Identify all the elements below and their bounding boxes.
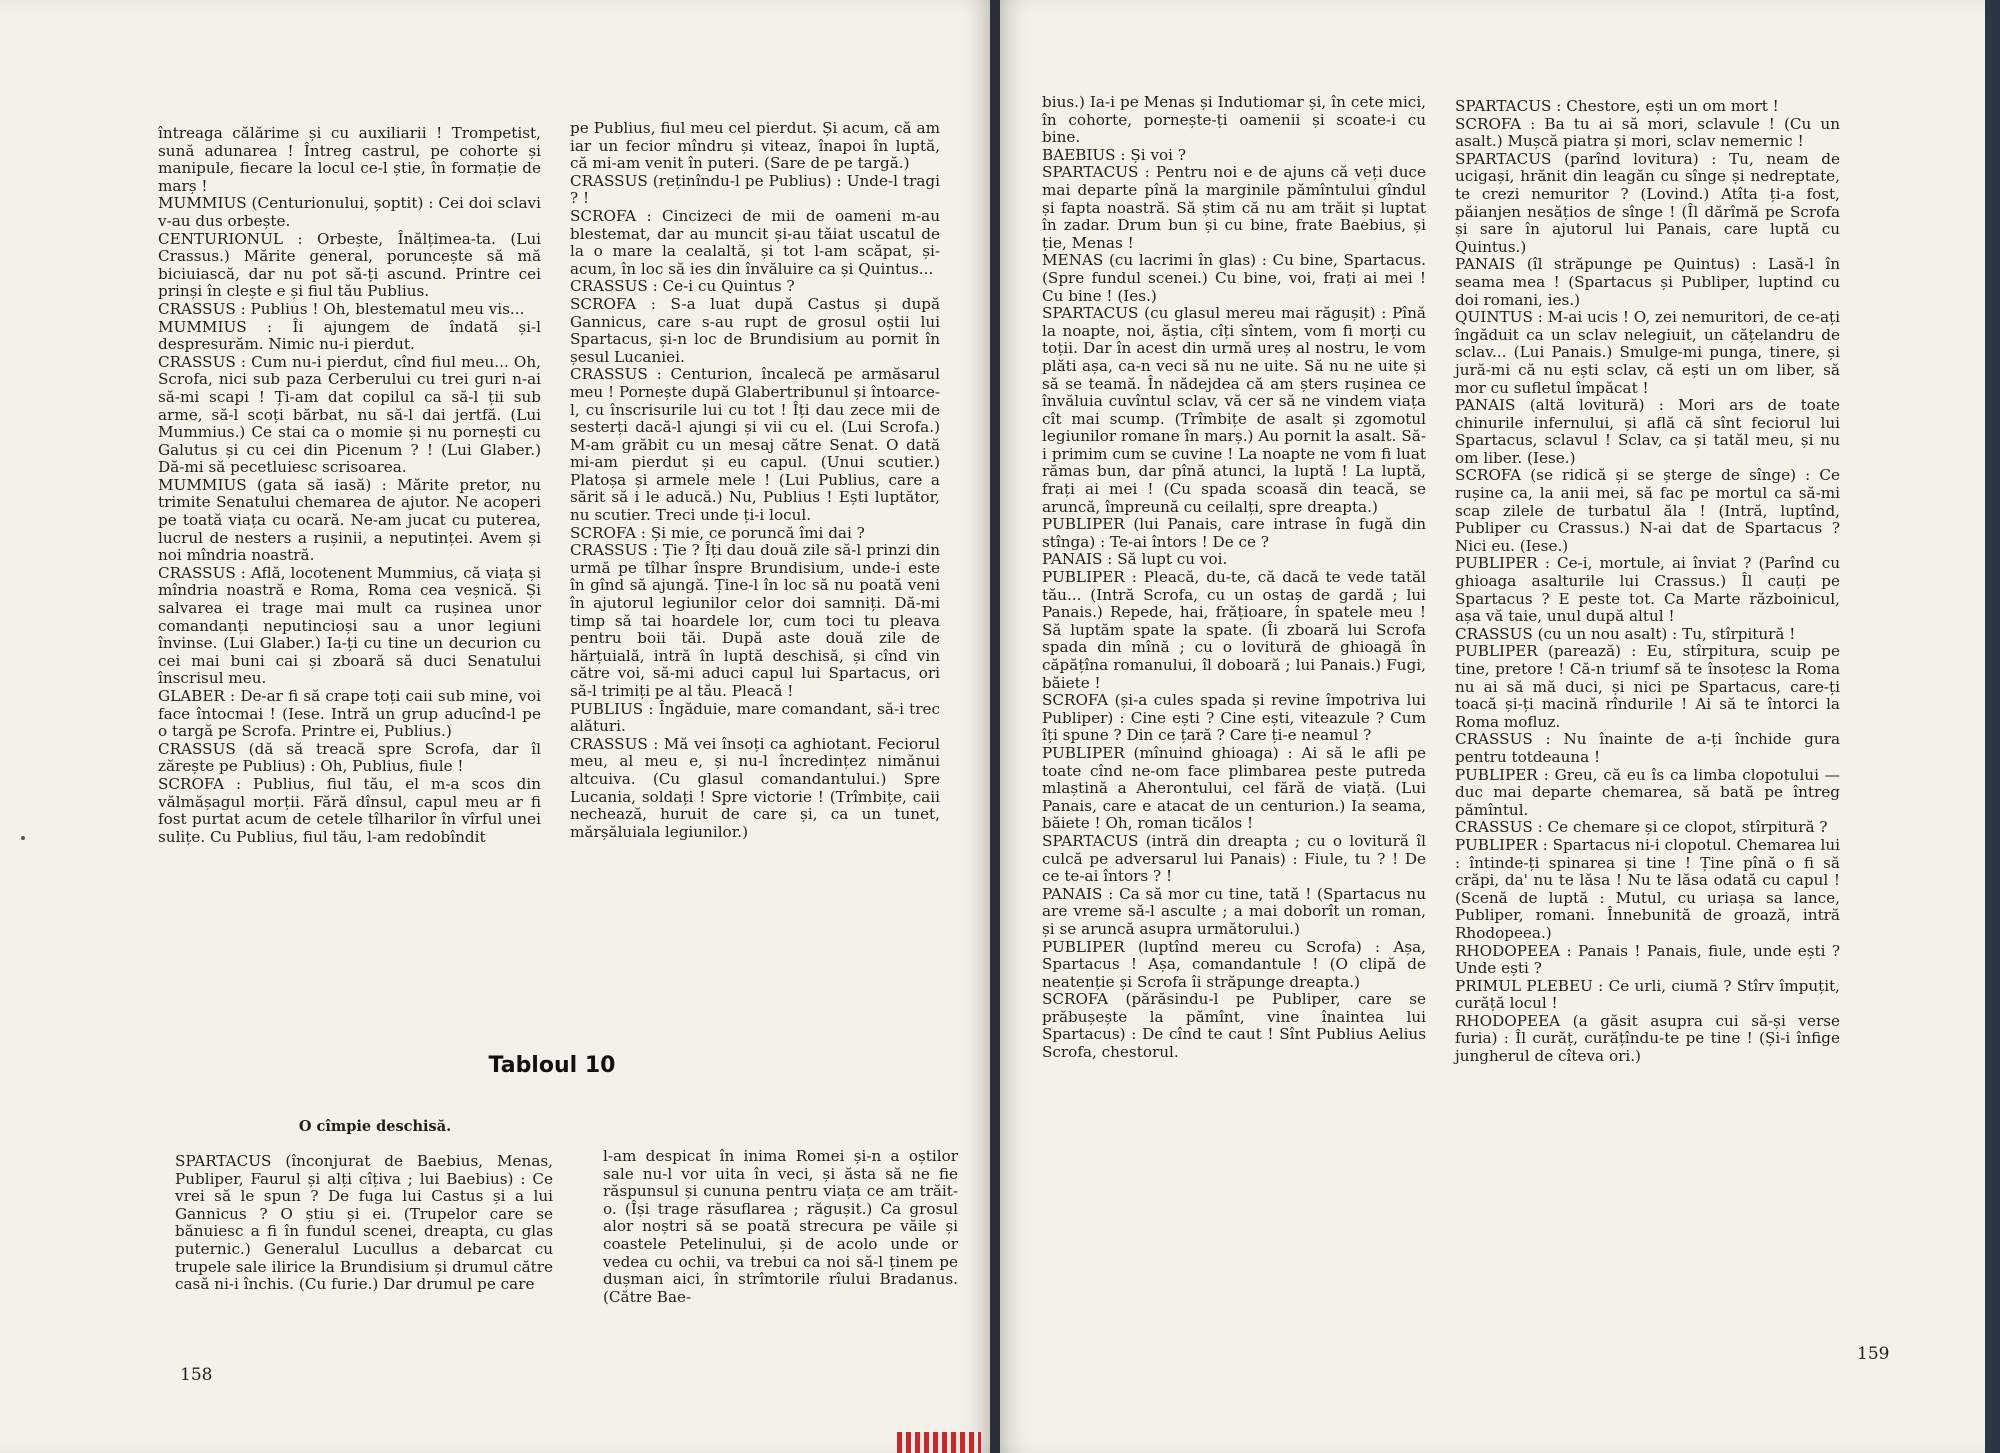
speech-paragraph: CENTURIONUL : Orbește, Înălțimea-ta. (Lui Crassus.) Mărite general, poruncește să mă biciuiască, dar nu pot să-ți ascund. Printre cei prinși în clește e și fiul tău Publius.: [158, 229, 541, 301]
book-cover-edge: [1985, 0, 2000, 1453]
page-spot: [21, 836, 25, 840]
right-page: [997, 0, 1985, 1453]
speech-paragraph: PUBLIPER (mînuind ghioaga) : Ai să le afli pe toate cînd ne-om face plimbarea peste putreda mlaștină a Aherontului, cel fără de viață. (Lui Panais, care e atacat de un centurion.) Ia seama, băiete ! Oh, roman ticălos !: [1042, 743, 1426, 833]
speech-paragraph: CRASSUS : Cum nu-i pierdut, cînd fiul meu... Oh, Scrofa, nici sub paza Cerberului cu trei guri n-ai să-mi scapi ! Ți-am dat copilul ca să-l ții sub arme, să-l scoți bărbat, nu să-l dai jertfă. (Lui Mummius.) Ce stai ca o momie și nu pornești cu Galutus și cu cei din Picenum ? ! (Lui Glaber.) Dă-mi să pecetluiesc scrisoarea.: [158, 352, 541, 477]
speech-paragraph: MUMMIUS (gata să iasă) : Mărite pretor, nu trimite Senatului chemarea de ajutor. Ne acoperi pe toată viața cu ocară. Ne-am jucat cu puterea, lucrul de nesters a rușinii, a neputinței. Avem și noi mîndria noastră.: [158, 475, 541, 565]
tableau-heading: Tabloul 10: [488, 1053, 616, 1078]
speech-paragraph: CRASSUS (reținîndu-l pe Publius) : Unde-l tragi ? !: [570, 171, 940, 208]
speech-paragraph: PUBLIPER : Greu, că eu îs ca limba clopotului — duc mai departe chemarea, să bată pe întreg pămîntul.: [1455, 765, 1840, 819]
speech-paragraph: CRASSUS : Află, locotenent Mummius, că viața și mîndria noastră e Roma, Roma cea veșnică. Și salvarea ei trage mai mult ca rușinea unor comandanți neputincioși sau a unor legiuni învinse. (Lui Glaber.) Ia-ți cu tine un decurion cu cei mai buni cai și zboară să duci Senatului înscrisul meu.: [158, 563, 541, 688]
book-gutter: [990, 0, 1000, 1453]
right-col2: [1455, 98, 1840, 1066]
speech-paragraph: QUINTUS : M-ai ucis ! O, zei nemuritori, de ce-ați îngăduit ca un sclav nelegiuit, un cățelandru de sclav... (Lui Panais.) Smulge-mi punga, tinere, și jură-mi că nu ești sclav, că ești un om liber, să mor cu sufletul împăcat !: [1455, 308, 1840, 397]
left-col2-bottom: [603, 1148, 958, 1306]
speech-paragraph: SCROFA : Publius, fiul tău, el m-a scos din vălmășagul morții. Fără dînsul, capul meu ar fi fost purtat acum de cetele tîlharilor în vîrful unei sulițe. Cu Publius, fiul tău, l-am redobîndit: [158, 774, 541, 846]
speech-paragraph: SCROFA (se ridică și se șterge de sînge) : Ce rușine ca, la anii mei, să fac pe mortul ca să-mi scap zilele de turbatul ăla ! (Intră, luptînd, Publiper cu Crassus.) N-ai dat de Spartacus ? Nici eu. (Iese.): [1455, 466, 1840, 555]
left-col1-bottom: [175, 1153, 553, 1294]
speech-paragraph: pe Publius, fiul meu cel pierdut. Și acum, că am iar un fecior mîndru și viteaz, înapoi în luptă, că mi-am venit în puteri. (Sare de pe targă.): [570, 119, 940, 173]
speech-paragraph: SPARTACUS (parînd lovitura) : Tu, neam de ucigași, hrănit din leagăn cu sînge și nedreptate, te crezi nemuritor ? (Lovind.) Atîta ți-a fost, păianjen nesățios de sînge ! (Îl dărîmă pe Scrofa și sare în ajutorul lui Panais, care luptă cu Quintus.): [1455, 149, 1840, 256]
speech-paragraph: PUBLIPER : Spartacus ni-i clopotul. Chemarea lui : întinde-ți spinarea și tine ! Ține pînă o fi să crăpi, da' nu te lăsa ! Nu te lăsa odată cu capul ! (Scenă de luptă : Mutul, cu uriașa sa lance, Publiper, romani. Înnebunită de groază, intră Rhodopeea.): [1455, 835, 1840, 942]
speech-paragraph: SCROFA : S-a luat după Castus și după Gannicus, care s-au rupt de grosul oștii lui Spartacus, și-n loc de Brundisium au pornit în șesul Lucaniei.: [570, 294, 940, 366]
speech-paragraph: PUBLIPER (luptînd mereu cu Scrofa) : Așa, Spartacus ! Așa, comandantule ! (O clipă de neatenție și Scrofa îi străpunge dreapta.): [1042, 937, 1426, 991]
right-col1: [1042, 94, 1426, 1062]
speech-paragraph: PUBLIPER (parează) : Eu, stîrpitura, scuip pe tine, pretore ! Că-n triumf să te însoțesc la Roma nu ai să mă duci, și nici pe Spartacus, care-ți toacă și-ți macină rîndurile ! Ai să te întorci la Roma mofluz.: [1455, 642, 1840, 731]
speech-paragraph: PUBLIPER : Pleacă, du-te, că dacă te vede tatăl tău... (Intră Scrofa, cu un ostaș de gardă ; lui Panais.) Repede, hai, frățioare, în spatele meu ! Să luptăm spate la spate. (Îi zboară lui Scrofa spada din mînă ; cu o lovitură de ghioagă în căpățîna romanului, îl doboară ; lui Panais.) Fugi, băiete !: [1042, 568, 1426, 692]
speech-paragraph: PRIMUL PLEBEU : Ce urli, ciumă ? Stîrv împuțit, curăță locul !: [1455, 976, 1840, 1013]
speech-paragraph: GLABER : De-ar fi să crape toți caii sub mine, voi face întocmai ! (Iese. Intră un grup aducînd-l pe o targă pe Scrofa. Printre ei, Publius.): [158, 687, 541, 741]
speech-paragraph: CRASSUS : Nu înainte de a-ți închide gura pentru totdeauna !: [1455, 730, 1840, 766]
speech-paragraph: PUBLIPER : Ce-i, mortule, ai înviat ? (Parînd cu ghioaga asalturile lui Crassus.) Îl cauți pe Spartacus ? E peste tot. Ca Marte războinicul, așa vă taie, unul după altul !: [1455, 554, 1840, 626]
scene-heading: O cîmpie deschisă.: [298, 1118, 452, 1135]
left-col1-top: [158, 125, 541, 846]
speech-paragraph: BAEBIUS : Și voi ?: [1042, 145, 1186, 164]
speech-paragraph: RHODOPEEA (a găsit asupra cui să-și verse furia) : Îl curăț, curățîndu-te pe tine ! (Și-i înfige jungherul de cîteva ori.): [1455, 1011, 1840, 1066]
speech-paragraph: MENAS (cu lacrimi în glas) : Cu bine, Spartacus. (Spre fundul scenei.) Cu bine, voi, frați ai mei ! Cu bine ! (Ies.): [1042, 251, 1426, 305]
speech-paragraph: SPARTACUS (intră din dreapta ; cu o lovitură îl culcă pe adversarul lui Panais) : Fiule, tu ? ! De ce te-ai întors ? !: [1042, 831, 1426, 886]
speech-paragraph: SPARTACUS : Chestore, ești un om mort !: [1455, 97, 1779, 115]
speech-paragraph: SCROFA : Ba tu ai să mori, sclavule ! (Cu un asalt.) Mușcă piatra și mori, sclav nemernic !: [1455, 114, 1840, 151]
speech-paragraph: CRASSUS : Centurion, încalecă pe armăsarul meu ! Pornește după Glabertribunul și întoarce-l, cu înscrisurile lui cu tot ! Îți dau zece mii de sesterți dacă-l ajungi și vii cu el. (Lui Scrofa.) M-am grăbit cu un mesaj către Senat. O dată mi-am pierdut și eu capul. (Unui scutier.) Platoșa și armele mele ! (Lui Publius, care a sărit să i le aducă.) Nu, Publius ! Ești luptător, nu scutier. Treci unde ți-i locul.: [570, 365, 940, 525]
speech-paragraph: CRASSUS : Publius ! Oh, blestematul meu vis...: [158, 299, 525, 318]
speech-paragraph: PANAIS (îl străpunge pe Quintus) : Lasă-l în seama mea ! (Spartacus și Publiper, luptind cu doi romani, ies.): [1455, 255, 1840, 309]
speech-paragraph: CRASSUS : Ție ? Îți dau două zile să-l prinzi din urmă pe tîlhar înspre Brundisium, unde-i este în gînd să ajungă. Ține-l în loc să nu poată veni în ajutorul legiunilor celor doi samniți. Dă-mi timp să tai hoardele lor, cum toci tu pleava pentru boii tăi. După aste două zile de hărțuială, intră în luptă deschisă, și cînd vin către voi, să-mi aduci capul lui Spartacus, ori să-l trimiți pe al tău. Pleacă !: [570, 541, 940, 700]
speech-paragraph: SPARTACUS (înconjurat de Baebius, Menas, Publiper, Faurul și alți cîțiva ; lui Baebius) : Ce vrei să le spun ? De fuga lui Castus și a lui Gannicus ? O știu și ei. (Trupelor care se bănuiesc a fi în fundul scenei, dreapta, cu glas puternic.) Generalul Lucullus a debarcat cu trupele sale ilirice la Brundisium și drumul către casă ni-i închis. (Cu furie.) Dar drumul pe care: [175, 1152, 553, 1294]
speech-paragraph: MUMMIUS : Îi ajungem de îndată și-l despresurăm. Nimic nu-i pierdut.: [158, 317, 541, 354]
speech-paragraph: CRASSUS : Ce chemare și ce clopot, stîrpitură ?: [1455, 818, 1828, 837]
speech-paragraph: PANAIS : Să lupt cu voi.: [1042, 550, 1228, 569]
speech-paragraph: PUBLIPER (lui Panais, care intrase în fugă din stînga) : Te-ai întors ! De ce ?: [1042, 515, 1426, 551]
page-number-right: 159: [1857, 1344, 1890, 1364]
speech-paragraph: RHODOPEEA : Panais ! Panais, fiule, unde ești ? Unde ești ?: [1455, 941, 1840, 978]
speech-paragraph: CRASSUS (cu un nou asalt) : Tu, stîrpitură !: [1455, 624, 1796, 643]
bookmark-ribbon: [897, 1432, 981, 1453]
speech-paragraph: CRASSUS : Ce-i cu Quintus ?: [570, 277, 795, 296]
speech-paragraph: SPARTACUS (cu glasul mereu mai răgușit) : Pînă la noapte, noi, ăștia, cîți sîntem, vom fi morți cu toții. Dar în acest din urmă ureș al nostru, le vom plăti așa, ca-n veci să nu ne uite. Să nu ne uite și să se teamă. În nădejdea că am șters rușinea ce învăluia cuvîntul sclav, vă cer să ne vindem viața cît mai scump. (Trîmbițe de asalt și zgomotul legiunilor romane în marș.) Au pornit la asalt. Să-i primim cum se cuvine ! La noapte ne vom fi luat rămas bun, dar pînă atunci, la luptă ! La luptă, frați ai mei ! (Cu spada scoasă din teacă, se aruncă, împreună cu ceilalți, spre dreapta.): [1042, 304, 1426, 516]
speech-paragraph: PANAIS : Ca să mor cu tine, tată ! (Spartacus nu are vreme să-l asculte ; a mai doborît un roman, și se aruncă asupra următorului.): [1042, 884, 1426, 938]
speech-paragraph: bius.) Ia-i pe Menas și Indutiomar și, în cete mici, în cohorte, pornește-ți oamenii și scoate-i cu bine.: [1042, 93, 1426, 147]
speech-paragraph: SCROFA (părăsindu-l pe Publiper, care se prăbușește la pămînt, vine înaintea lui Spartacus) : De cînd te caut ! Sînt Publius Aelius Scrofa, chestorul.: [1042, 990, 1426, 1062]
speech-paragraph: SCROFA (și-a cules spada și revine împotriva lui Publiper) : Cine ești ? Cine ești, viteazule ? Cum îți spune ? Din ce țară ? Care ți-e neamul ?: [1042, 691, 1426, 745]
speech-paragraph: MUMMIUS (Centurionului, șoptit) : Cei doi sclavi v-au dus orbește.: [158, 194, 541, 230]
left-page: [0, 0, 993, 1453]
speech-paragraph: CRASSUS : Mă vei însoți ca aghiotant. Feciorul meu, al meu e, și nu-l încredințez nimănui altcuiva. (Cu glasul comandantului.) Spre Lucania, soldați ! Spre victorie ! (Trîmbițe, caii nechează, huruit de care și, ca un tunet, mărșăluiala legiunilor.): [570, 734, 940, 841]
speech-paragraph: l-am despicat în inima Romei și-n a oștilor sale nu-l vor uita în veci, și ăsta să ne fie răspunsul și cununa pentru viața ce am trăit-o. (Își trage răsuflarea ; răgușit.) Ca grosul alor noștri să se poată strecura pe văile și coastele Petelinului, și de acolo unde or vedea cu ochii, va trebui ca noi să-l ținem pe dușman aici, în strîmtorile rîului Bradanus. (Către Bae-: [603, 1147, 958, 1306]
speech-paragraph: SPARTACUS : Pentru noi e de ajuns că veți duce mai departe pînă la marginile pămîntului gîndul și fapta noastră. Să știm că nu am trăit și luptat în zadar. Drum bun și cu bine, frate Baebius, și ție, Menas !: [1042, 163, 1426, 252]
page-number-left: 158: [180, 1365, 213, 1385]
speech-paragraph: SCROFA : Și mie, ce poruncă îmi dai ?: [570, 523, 865, 542]
speech-paragraph: PANAIS (altă lovitură) : Mori ars de toate chinurile infernului, și află că sînt feciorul lui Spartacus, sclavul ! Sclav, ca și tatăl meu, și nu om liber. (Iese.): [1455, 396, 1840, 467]
speech-paragraph: PUBLIUS : Îngăduie, mare comandant, să-i trec alături.: [570, 699, 940, 736]
speech-paragraph: întreaga călărime și cu auxiliarii ! Trompetist, sună adunarea ! Întreg castrul, pe cohorte și manipule, fiecare la locul ce-l știe, în formație de marș !: [158, 124, 541, 195]
left-col2-top: [570, 120, 940, 841]
speech-paragraph: SCROFA : Cincizeci de mii de oameni m-au blestemat, dar au muncit și-au tăiat uscatul de la o mare la cealaltă, și tot l-am scăpat, și-acum, în loc să ies din învăluire ca și Quintus...: [570, 206, 940, 278]
speech-paragraph: CRASSUS (dă să treacă spre Scrofa, dar îl zărește pe Publius) : Oh, Publius, fiule !: [158, 739, 541, 776]
